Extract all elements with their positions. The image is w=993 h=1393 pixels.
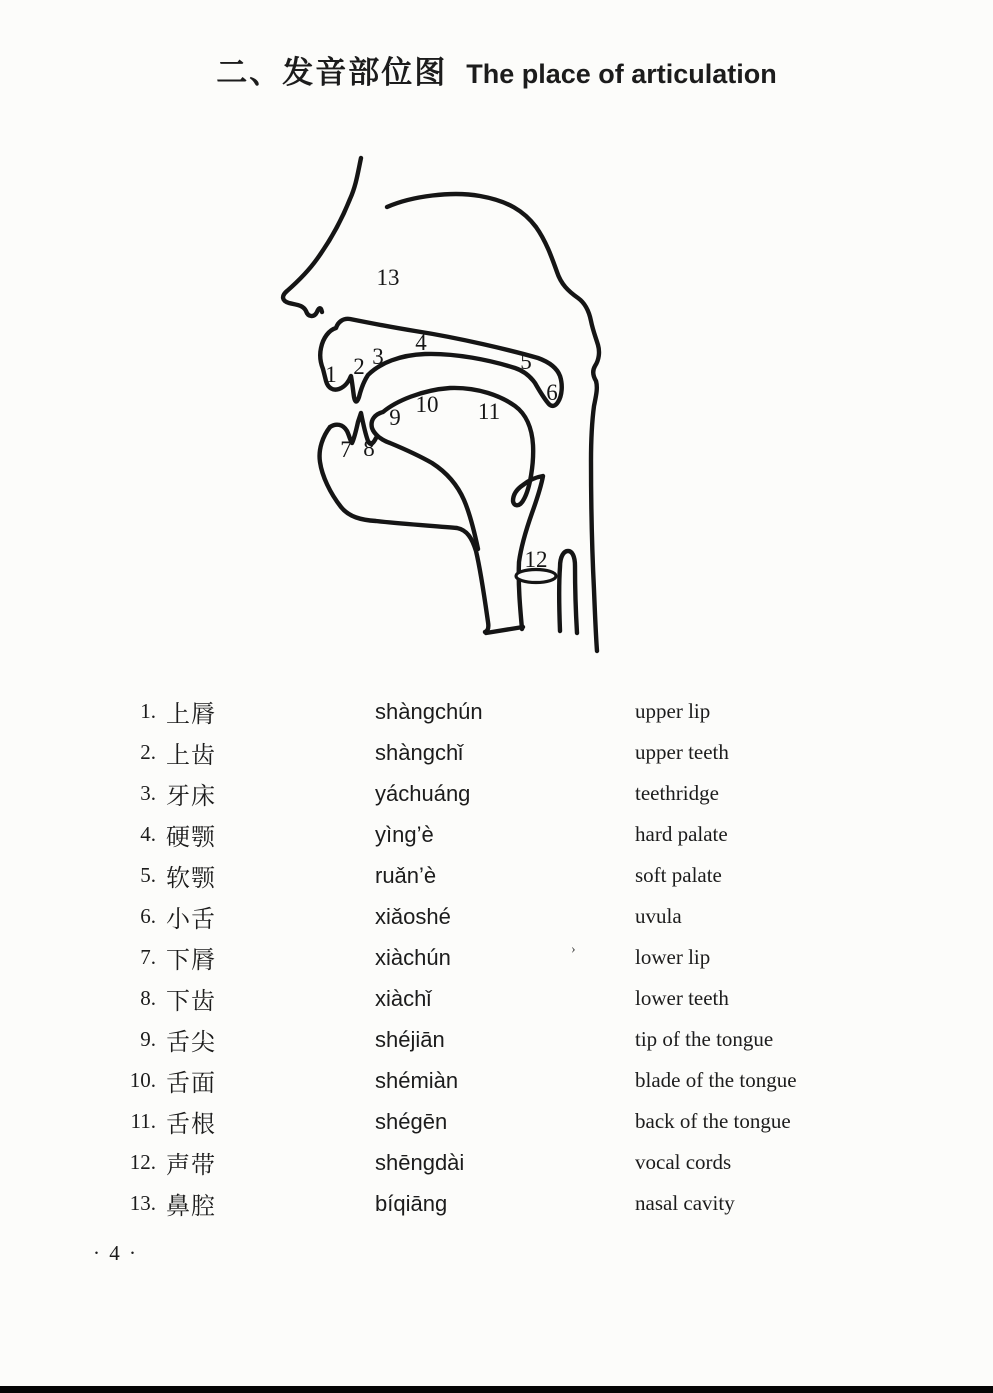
glossary-english: nasal cavity	[635, 1191, 735, 1215]
glossary-number: 3.	[140, 781, 156, 805]
diagram-label-2: 2	[353, 354, 365, 379]
glossary-english: upper teeth	[635, 740, 729, 764]
glossary-hanzi: 舌面	[166, 1071, 216, 1097]
glossary-hanzi: 上脣	[166, 702, 216, 728]
glossary-number: 6.	[140, 904, 156, 928]
glossary-pinyin: shàngchún	[375, 698, 483, 724]
glossary-hanzi: 上齿	[166, 743, 216, 769]
page-number: · 4 ·	[93, 1241, 138, 1265]
glossary-row	[100, 855, 797, 896]
glossary-english: vocal cords	[635, 1150, 732, 1174]
glossary-number: 9.	[140, 1027, 156, 1051]
glossary-number: 7.	[140, 945, 156, 969]
diagram-label-6: 6	[546, 380, 558, 405]
glossary-pinyin: shēngdài	[375, 1149, 465, 1175]
glossary-number: 13.	[129, 1191, 156, 1215]
glossary-number: 5.	[140, 863, 156, 887]
nose-profile-path	[283, 158, 361, 316]
glossary-pinyin: shégēn	[375, 1108, 448, 1134]
glossary-english: upper lip	[635, 699, 711, 723]
diagram-label-4: 4	[415, 330, 427, 355]
glossary-english: back of the tongue	[635, 1109, 791, 1133]
glossary-hanzi: 舌根	[166, 1112, 216, 1138]
glossary-row	[100, 691, 797, 732]
diagram-label-11: 11	[477, 399, 501, 424]
glossary-number: 11.	[130, 1109, 156, 1133]
glossary-pinyin: shéjiān	[375, 1026, 445, 1052]
diagram-label-9: 9	[389, 405, 401, 430]
glossary-english: soft palate	[635, 863, 722, 887]
diagram-label-10: 10	[415, 392, 439, 417]
diagram-label-1: 1	[325, 362, 337, 387]
glossary-hanzi: 小舌	[166, 907, 216, 933]
esophagus-path	[559, 551, 577, 633]
glossary-number: 4.	[140, 822, 156, 846]
glossary-hanzi: 下齿	[166, 989, 216, 1015]
glossary-row	[100, 814, 797, 855]
glossary-row	[100, 1060, 797, 1101]
glossary-hanzi: 舌尖	[166, 1030, 216, 1056]
glossary-english: tip of the tongue	[635, 1027, 774, 1051]
glossary-row	[100, 773, 797, 814]
page-title-chinese: 二、发音部位图	[216, 55, 448, 90]
glossary-english: lower lip	[635, 945, 711, 969]
glossary-pinyin: ruǎn’è	[375, 862, 437, 888]
glossary-pinyin: xiàchǐ	[375, 985, 432, 1011]
glossary-hanzi: 软颚	[166, 866, 216, 892]
glossary-list	[100, 691, 797, 1224]
glossary-number: 2.	[140, 740, 156, 764]
trachea-base-path	[486, 627, 523, 633]
diagram-label-5: 5	[520, 349, 532, 374]
glossary-row	[100, 1101, 797, 1142]
glossary-number: 10.	[129, 1068, 156, 1092]
glossary-pinyin: bíqiāng	[375, 1190, 448, 1216]
glossary-hanzi: 牙床	[166, 784, 216, 810]
diagram-label-12: 12	[524, 547, 548, 572]
glossary-number: 1.	[140, 699, 156, 723]
glossary-row	[100, 978, 797, 1019]
glossary-row	[100, 1019, 797, 1060]
scan-artifact: ›	[571, 942, 576, 957]
page-title-english: The place of articulation	[466, 59, 777, 89]
glossary-english: teethridge	[635, 781, 719, 805]
glossary-english: blade of the tongue	[635, 1068, 797, 1092]
diagram-label-13: 13	[376, 265, 400, 290]
diagram-label-3: 3	[372, 344, 384, 369]
diagram-label-7: 7	[340, 437, 352, 462]
glossary-number: 8.	[140, 986, 156, 1010]
glossary-row	[100, 1183, 797, 1224]
glossary-pinyin: yáchuáng	[375, 780, 471, 806]
glossary-pinyin: xiǎoshé	[375, 903, 451, 929]
diagram-label-8: 8	[363, 436, 375, 461]
glossary-pinyin: shàngchǐ	[375, 739, 464, 765]
glossary-hanzi: 鼻腔	[166, 1194, 216, 1220]
glossary-pinyin: xiàchún	[375, 944, 451, 970]
scan-edge-bar	[0, 1386, 993, 1393]
glossary-row	[100, 732, 797, 773]
glossary-pinyin: shémiàn	[375, 1067, 459, 1093]
glossary-english: hard palate	[635, 822, 728, 846]
glossary-row	[100, 1142, 797, 1183]
glossary-english: lower teeth	[635, 986, 729, 1010]
glossary-english: uvula	[635, 904, 682, 928]
glossary-row	[100, 896, 797, 937]
glossary-hanzi: 下脣	[166, 948, 216, 974]
glossary-hanzi: 硬颚	[166, 825, 216, 851]
glossary-pinyin: yìng’è	[375, 821, 434, 847]
glossary-number: 12.	[129, 1150, 156, 1174]
glossary-hanzi: 声带	[166, 1153, 216, 1179]
glossary-row	[100, 937, 797, 978]
